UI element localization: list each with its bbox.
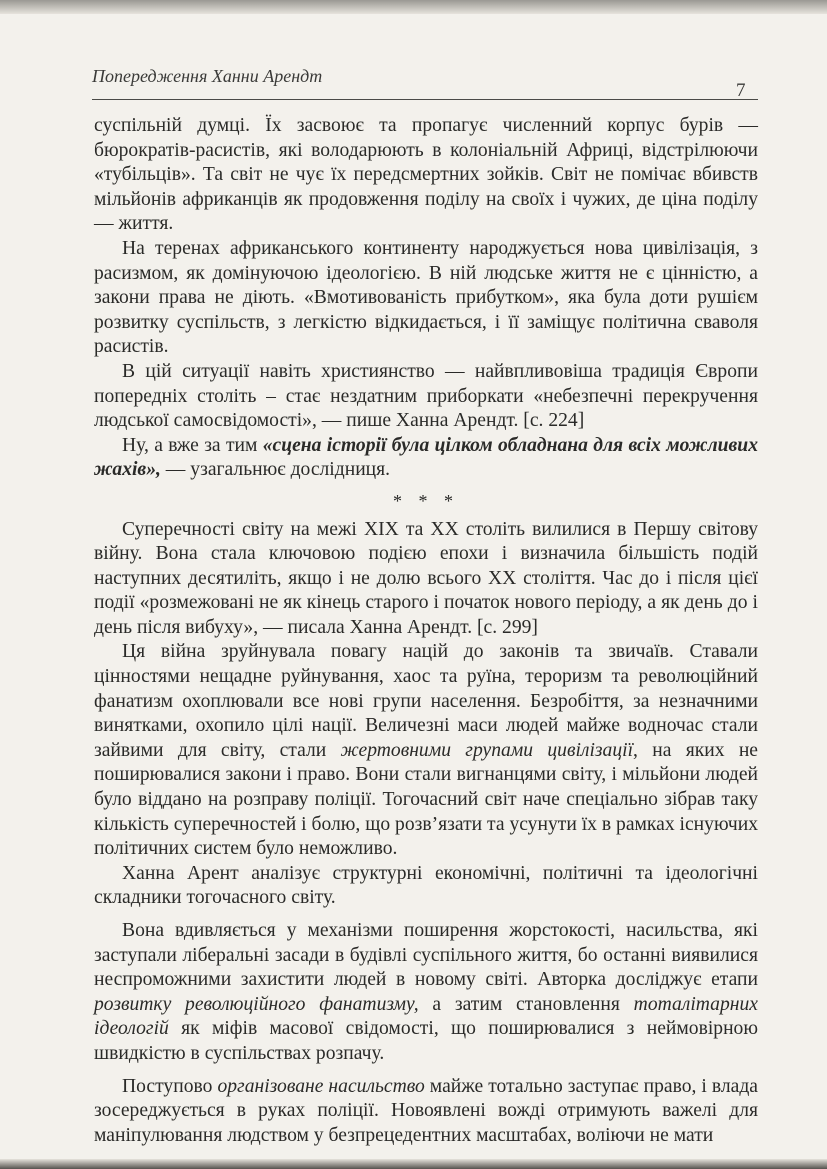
paragraph-6-tail: , на яких не поширювалися закони і право. Вони стали вигнанцями світу, і мільйони людей було віддано на розправу поліції. Тогочасний світ наче спеціально зібрав таку кількість суперечностей і болю, що розв’язати та усунути їх в рамках існуючих політичних систем було неможливо. xyxy=(94,739,759,860)
paragraph-6 xyxy=(94,640,758,861)
paragraph-4-lead: Ну, а вже за тим xyxy=(122,434,263,456)
paragraph-4 xyxy=(94,434,758,483)
paragraph-3: В цій ситуації навіть християнство — найвпливовіша традиція Європи попередніх століть – стає нездатним приборкати «небезпечні перекручення людської самосвідомості», — пише Ханна Арендт. [с. 224] xyxy=(94,360,758,432)
paragraph-4-tail: — узагальнює дослідниця. xyxy=(160,459,391,481)
paragraph-6-emphasis: жертовними групами цивілізації xyxy=(340,739,634,761)
paragraph-8-emphasis-1: розвитку революційного фанатизму, xyxy=(94,993,419,1015)
section-separator: * * * xyxy=(393,490,459,511)
running-title: Попередження Ханни Арендт xyxy=(92,66,323,86)
page-number: 7 xyxy=(736,80,746,101)
paragraph-9-emphasis: організоване насильство xyxy=(217,1075,425,1097)
paragraph-9 xyxy=(94,1075,758,1149)
page-top-shadow xyxy=(0,0,827,14)
paragraph-1: суспільній думці. Їх засвоює та пропагує численний корпус бурів — бюрократів-расистів, які володарюють в колоніальній Африці, відстрілюючи «тубільців». Та світ не чує їх передсмертних зойків. Світ не помічає вбивств мільйонів африканців як продовження поділу на своїх і чужих, де ціна поділу — життя. xyxy=(94,115,758,235)
paragraph-2: На теренах африканського континенту народжується нова цивілізація, з расизмом, як домінуючою ідеологією. В ній людське життя не є цінністю, а закони права не діють. «Вмотивованість прибутком», яка була доти рушієм розвитку суспільств, з легкістю відкидається, і її заміщує політична сваволя расистів. xyxy=(94,237,758,358)
paragraph-8-emphasis-2: тоталітарних ідеологій xyxy=(94,993,758,1040)
paragraph-6-lead: Ця війна зруйнувала повагу націй до законів та звичаїв. Ставали цінностями нещадне руйнування, хаос та руїна, тероризм та революційний фанатизм охоплювали все нові групи населення. Безробіття, за незначними винятками, охопило цілі нації. Величезні маси людей майже водночас стали зайвими для світу, стали xyxy=(94,641,758,761)
paragraph-8 xyxy=(94,919,758,1067)
body-text xyxy=(94,114,758,1148)
paragraph-9-tail: майже тотально заступає право, і влада зосереджується в руках поліції. Новоявлені вожді отримують важелі для маніпулювання людством у безпрецедентних масштабах, воліючи не мати xyxy=(94,1075,758,1146)
paragraph-8-tail: як міфів масової свідомості, що поширювалися з неймовірною швидкістю в суспільствах розпачу. xyxy=(94,1018,758,1064)
paragraph-8-lead: Вона вдивляється у механізми поширення жорстокості, насильства, які заступали ліберальні засади в будівлі суспільного життя, бо останні виявилися неспроможними захистити людей в новому світі. Авторка досліджує етапи xyxy=(94,920,758,991)
header-rule xyxy=(92,99,758,100)
paragraph-4-quote: «сцена історії була цілком обладнана для всіх можливих жахів», xyxy=(94,434,758,481)
page-bottom-shadow xyxy=(0,1159,827,1169)
paragraph-9-lead: Поступово xyxy=(122,1075,218,1097)
paragraph-7: Ханна Арент аналізує структурні економічні, політичні та ідеологічні складники тогочасного світу. xyxy=(94,862,758,909)
paragraph-8-middle: а затим становлення xyxy=(418,993,634,1015)
paragraph-5: Суперечності світу на межі ХІХ та ХХ століть вилилися в Першу світову війну. Вона стала ключовою подією епохи і визначила більшість подій наступних десятиліть, якщо і не долю всього ХХ століття. Час до і після цієї події «розмежовані не як кінець старого і початок нового періоду, а як день до і день після вибуху», — писала Ханна Арендт. [с. 299] xyxy=(94,518,758,638)
